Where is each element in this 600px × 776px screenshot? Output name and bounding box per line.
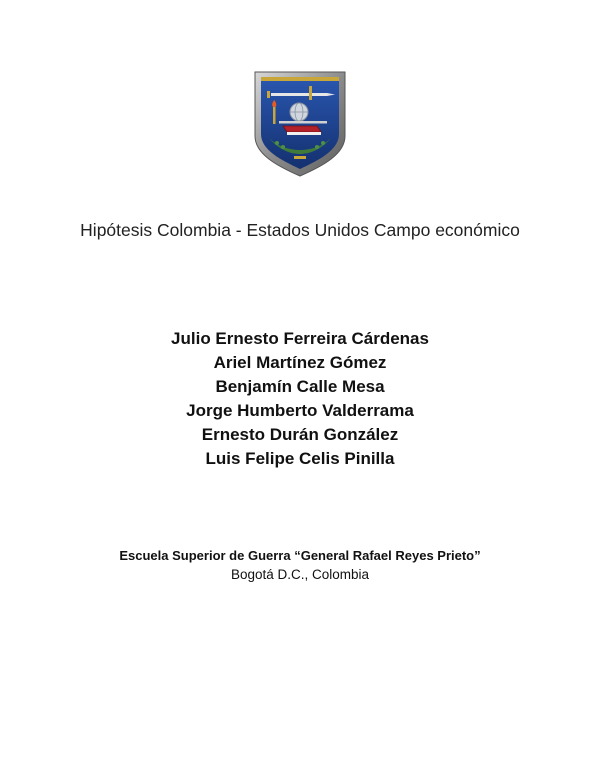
institution-name: Escuela Superior de Guerra “General Rafael Reyes Prieto” (119, 548, 481, 563)
author-name: Ernesto Durán González (201, 425, 399, 444)
author-name: Benjamín Calle Mesa (215, 377, 385, 396)
military-shield-crest-icon (253, 70, 347, 178)
document-title: Hipótesis Colombia - Estados Unidos Campo económico (80, 219, 520, 240)
author-name: Ariel Martínez Gómez (213, 353, 387, 372)
author-name: Luis Felipe Celis Pinilla (205, 449, 395, 468)
author-list (60, 327, 540, 471)
author-name: Jorge Humberto Valderrama (186, 401, 414, 420)
location-text: Bogotá D.C., Colombia (230, 567, 370, 582)
author-name: Julio Ernesto Ferreira Cárdenas (171, 329, 429, 348)
